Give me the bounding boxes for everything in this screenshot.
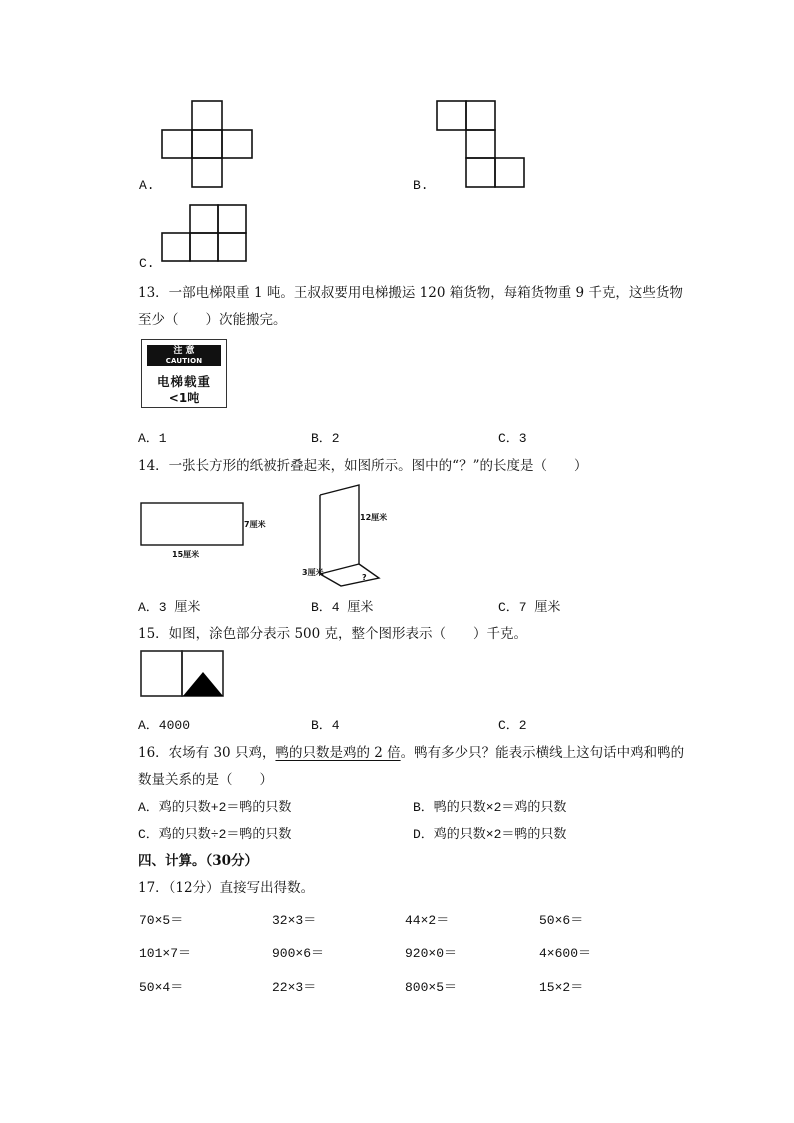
q14-option-c: C．7 厘米 — [498, 600, 561, 615]
option-a-label: A. — [139, 178, 155, 193]
calc-item: 70×5＝ — [139, 913, 184, 928]
sign-header: 注 意 CAUTION — [147, 345, 221, 366]
calc-item: 4×600＝ — [539, 946, 592, 961]
elevator-caution-sign — [141, 339, 227, 408]
q16-option-d: D．鸡的只数×2＝鸭的只数 — [413, 827, 567, 842]
question-13-text-line2: 至少（ ）次能搬完。 — [138, 312, 287, 328]
net-figure-b — [435, 98, 535, 198]
sign-load-text: 电梯载重 — [156, 374, 211, 389]
calc-item: 50×4＝ — [139, 980, 184, 995]
q13-option-b: B．2 — [311, 431, 340, 446]
q15-option-b: B．4 — [311, 718, 340, 733]
option-b-label: B. — [413, 178, 429, 193]
width-label: 15厘米 — [172, 550, 200, 559]
q14-option-a: A．3 厘米 — [138, 600, 201, 615]
q15-option-c: C．2 — [498, 718, 527, 733]
folded-paper-figure — [315, 482, 405, 582]
q16-option-b: B．鸭的只数×2＝鸡的只数 — [413, 800, 567, 815]
rectangle-paper-figure — [140, 502, 250, 552]
calc-item: 44×2＝ — [405, 913, 450, 928]
calc-item: 22×3＝ — [272, 980, 317, 995]
height-label: 7厘米 — [244, 520, 266, 529]
question-17-text: 17．（12分）直接写出得数。 — [138, 880, 315, 896]
question-16-text-line2: 数量关系的是（ ） — [138, 772, 273, 788]
question-16-text-line1: 16．农场有 30 只鸡，鸭的只数是鸡的 2 倍。鸭有多少只？能表示横线上这句话中鸡和鸭的 — [138, 745, 685, 761]
calc-item: 900×6＝ — [272, 946, 325, 961]
unknown-length-label: ? — [362, 573, 367, 582]
q16-option-c: C．鸡的只数÷2＝鸭的只数 — [138, 827, 292, 842]
q13-option-a: A．1 — [138, 431, 167, 446]
calc-item: 101×7＝ — [139, 946, 192, 961]
net-figure-c — [160, 203, 260, 273]
q13-option-c: C．3 — [498, 431, 527, 446]
calc-item: 15×2＝ — [539, 980, 584, 995]
underlined-phrase: 鸭的只数是鸡的 2 倍 — [275, 745, 401, 761]
sign-limit-text: <1吨 — [168, 391, 200, 405]
question-15-text: 15．如图，涂色部分表示 500 克，整个图形表示（ ）千克。 — [138, 626, 528, 642]
q14-option-b: B．4 厘米 — [311, 600, 374, 615]
q16-option-a: A．鸡的只数+2＝鸭的只数 — [138, 800, 292, 815]
question-14-text: 14．一张长方形的纸被折叠起来，如图所示。图中的“？”的长度是（ ） — [138, 458, 588, 474]
folded-base-label: 3厘米 — [302, 568, 324, 577]
shaded-square-figure — [140, 650, 235, 700]
calc-item: 50×6＝ — [539, 913, 584, 928]
q15-option-a: A．4000 — [138, 718, 191, 733]
folded-height-label: 12厘米 — [360, 513, 388, 522]
calc-item: 920×0＝ — [405, 946, 458, 961]
question-13-text-line1: 13．一部电梯限重 1 吨。王叔叔要用电梯搬运 120 箱货物，每箱货物重 9 千克，这些货物 — [138, 285, 683, 301]
calc-item: 32×3＝ — [272, 913, 317, 928]
calc-item: 800×5＝ — [405, 980, 458, 995]
section-4-heading: 四、计算。（30分） — [138, 853, 259, 869]
option-c-label: C. — [139, 256, 155, 271]
net-figure-a — [160, 98, 260, 198]
